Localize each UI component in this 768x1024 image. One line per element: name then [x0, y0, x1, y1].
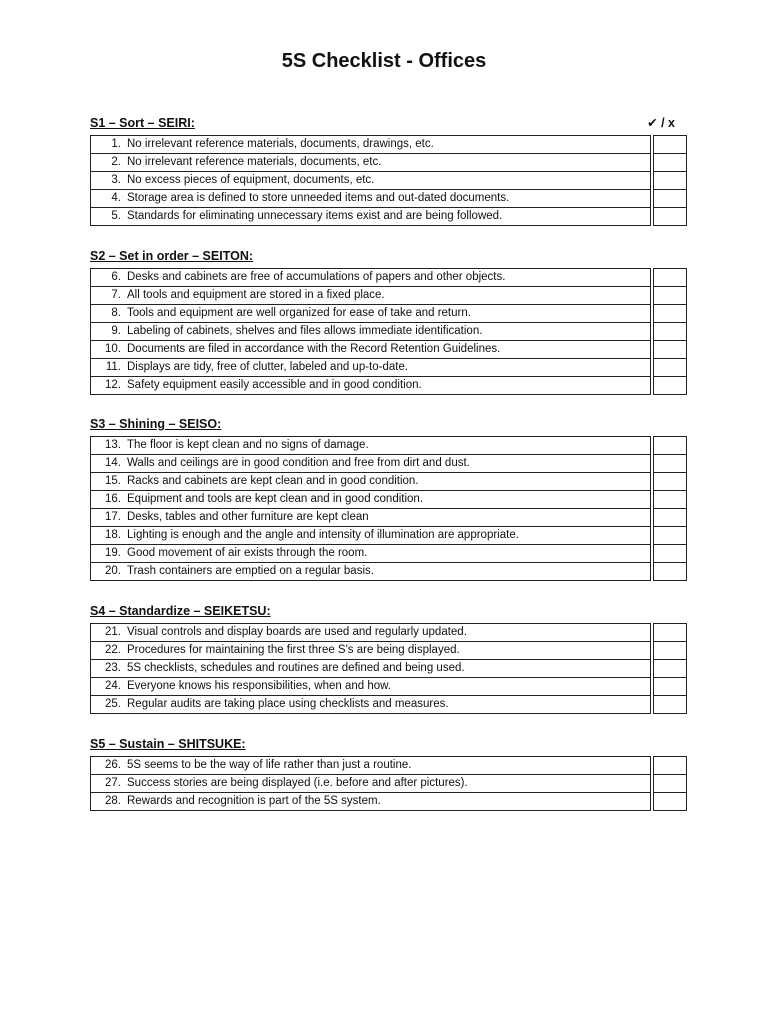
item-text: Desks and cabinets are free of accumulations of papers and other objects. — [127, 271, 506, 283]
checklist-items — [90, 436, 651, 581]
section-heading-text: S1 – Sort – SEIRI: — [90, 116, 195, 130]
section-heading — [90, 602, 687, 620]
check-box[interactable] — [653, 376, 687, 395]
checklist-section — [90, 247, 687, 395]
item-text: Racks and cabinets are kept clean and in good condition. — [127, 475, 419, 487]
section-heading — [90, 114, 687, 132]
item-number: 5. — [111, 210, 121, 222]
section-heading — [90, 415, 687, 433]
item-text: No irrelevant reference materials, documents, etc. — [127, 156, 382, 168]
item-number: 14. — [105, 457, 121, 469]
checklist-items — [90, 268, 651, 395]
check-box[interactable] — [653, 358, 687, 376]
check-box[interactable] — [653, 792, 687, 811]
checklist-items — [90, 756, 651, 811]
item-text: No excess pieces of equipment, documents, etc. — [127, 174, 375, 186]
checklist-section — [90, 114, 687, 226]
item-number: 7. — [111, 289, 121, 301]
checklist-item — [91, 527, 650, 545]
item-text: Safety equipment easily accessible and in good condition. — [127, 379, 422, 391]
checklist-item — [91, 190, 650, 208]
item-text: Storage area is defined to store unneeded items and out-dated documents. — [127, 192, 510, 204]
checklist-item — [91, 287, 650, 305]
item-text: Desks, tables and other furniture are kept clean — [127, 511, 369, 523]
item-text: Success stories are being displayed (i.e. before and after pictures). — [127, 777, 468, 789]
check-box[interactable] — [653, 189, 687, 207]
item-text: Tools and equipment are well organized for ease of take and return. — [127, 307, 471, 319]
checklist-item — [91, 172, 650, 190]
item-text: Displays are tidy, free of clutter, labeled and up-to-date. — [127, 361, 409, 373]
item-number: 19. — [105, 547, 121, 559]
checklist-item — [91, 491, 650, 509]
item-text: 5S seems to be the way of life rather than just a routine. — [127, 759, 412, 771]
item-number: 26. — [105, 759, 121, 771]
checklist-item — [91, 154, 650, 172]
check-box[interactable] — [653, 544, 687, 562]
item-text: Rewards and recognition is part of the 5S system. — [127, 795, 381, 807]
check-box[interactable] — [653, 304, 687, 322]
item-text: Good movement of air exists through the room. — [127, 547, 368, 559]
item-number: 8. — [111, 307, 121, 319]
item-number: 2. — [111, 156, 121, 168]
item-text: Everyone knows his responsibilities, when and how. — [127, 680, 392, 692]
item-number: 6. — [111, 271, 121, 283]
check-box[interactable] — [653, 135, 687, 153]
check-box[interactable] — [653, 623, 687, 641]
check-box[interactable] — [653, 659, 687, 677]
check-box[interactable] — [653, 436, 687, 454]
checklist-item — [91, 624, 650, 642]
checklist-item — [91, 455, 650, 473]
item-number: 20. — [105, 565, 121, 577]
checklist-item — [91, 323, 650, 341]
item-text: Labeling of cabinets, shelves and files allows immediate identification. — [127, 325, 483, 337]
check-box[interactable] — [653, 641, 687, 659]
item-number: 11. — [105, 361, 121, 373]
item-number: 10. — [105, 343, 121, 355]
checklist-item — [91, 660, 650, 678]
check-box[interactable] — [653, 756, 687, 774]
item-number: 23. — [105, 662, 121, 674]
section-heading-text: S5 – Sustain – SHITSUKE: — [90, 737, 246, 751]
item-text: Lighting is enough and the angle and intensity of illumination are appropriate. — [127, 529, 519, 541]
item-text: 5S checklists, schedules and routines are defined and being used. — [127, 662, 465, 674]
check-box[interactable] — [653, 340, 687, 358]
checklist-item — [91, 775, 650, 793]
checklist-item — [91, 305, 650, 323]
checklist-section — [90, 415, 687, 581]
check-box[interactable] — [653, 268, 687, 286]
item-number: 18. — [105, 529, 121, 541]
checkbox-column — [653, 268, 687, 395]
check-box[interactable] — [653, 677, 687, 695]
item-number: 9. — [111, 325, 121, 337]
item-text: Equipment and tools are kept clean and in good condition. — [127, 493, 424, 505]
item-number: 24. — [105, 680, 121, 692]
item-number: 13. — [105, 439, 121, 451]
check-box[interactable] — [653, 490, 687, 508]
item-text: Documents are filed in accordance with the Record Retention Guidelines. — [127, 343, 501, 355]
check-box[interactable] — [653, 171, 687, 189]
checklist-item — [91, 678, 650, 696]
check-box[interactable] — [653, 322, 687, 340]
check-box[interactable] — [653, 526, 687, 544]
item-number: 4. — [111, 192, 121, 204]
check-box[interactable] — [653, 508, 687, 526]
checklist-items — [90, 623, 651, 714]
item-number: 3. — [111, 174, 121, 186]
check-box[interactable] — [653, 286, 687, 304]
item-number: 21. — [105, 626, 121, 638]
item-number: 17. — [105, 511, 121, 523]
check-column-header: ✔ / x — [647, 116, 675, 130]
checklist-section — [90, 735, 687, 811]
checklist-item — [91, 437, 650, 455]
item-text: All tools and equipment are stored in a fixed place. — [127, 289, 385, 301]
checklist-items — [90, 135, 651, 226]
checklist-item — [91, 359, 650, 377]
checklist-item — [91, 696, 650, 714]
check-box[interactable] — [653, 472, 687, 490]
checklist-item — [91, 793, 650, 811]
checklist-item — [91, 757, 650, 775]
checklist-item — [91, 545, 650, 563]
checklist-item — [91, 208, 650, 226]
item-number: 25. — [105, 698, 121, 710]
item-text: Walls and ceilings are in good condition and free from dirt and dust. — [127, 457, 470, 469]
item-number: 22. — [105, 644, 121, 656]
checkbox-column — [653, 623, 687, 714]
item-text: No irrelevant reference materials, documents, drawings, etc. — [127, 138, 434, 150]
checkbox-column — [653, 756, 687, 811]
item-number: 1. — [111, 138, 121, 150]
item-number: 12. — [105, 379, 121, 391]
item-text: Visual controls and display boards are used and regularly updated. — [127, 626, 467, 638]
check-box[interactable] — [653, 774, 687, 792]
checklist-item — [91, 341, 650, 359]
section-heading — [90, 735, 687, 753]
item-number: 27. — [105, 777, 121, 789]
item-text: The floor is kept clean and no signs of damage. — [127, 439, 369, 451]
item-number: 15. — [105, 475, 121, 487]
checklist-item — [91, 269, 650, 287]
page-title: 5S Checklist - Offices — [281, 50, 487, 72]
checklist-item — [91, 377, 650, 395]
checklist-item — [91, 642, 650, 660]
checklist-item — [91, 509, 650, 527]
check-box[interactable] — [653, 562, 687, 581]
checkbox-column — [653, 135, 687, 226]
check-box[interactable] — [653, 207, 687, 226]
section-heading-text: S4 – Standardize – SEIKETSU: — [90, 604, 271, 618]
check-box[interactable] — [653, 153, 687, 171]
checklist-item — [91, 473, 650, 491]
item-text: Trash containers are emptied on a regular basis. — [127, 565, 374, 577]
checkbox-column — [653, 436, 687, 581]
item-number: 16. — [105, 493, 121, 505]
section-heading-text: S3 – Shining – SEISO: — [90, 417, 222, 431]
item-text: Regular audits are taking place using checklists and measures. — [127, 698, 449, 710]
section-heading-text: S2 – Set in order – SEITON: — [90, 249, 254, 263]
check-box[interactable] — [653, 454, 687, 472]
item-text: Procedures for maintaining the first three S's are being displayed. — [127, 644, 460, 656]
checklist-section — [90, 602, 687, 714]
section-heading — [90, 247, 687, 265]
item-text: Standards for eliminating unnecessary items exist and are being followed. — [127, 210, 503, 222]
checklist-item — [91, 563, 650, 581]
item-number: 28. — [105, 795, 121, 807]
checklist-item — [91, 136, 650, 154]
check-box[interactable] — [653, 695, 687, 714]
